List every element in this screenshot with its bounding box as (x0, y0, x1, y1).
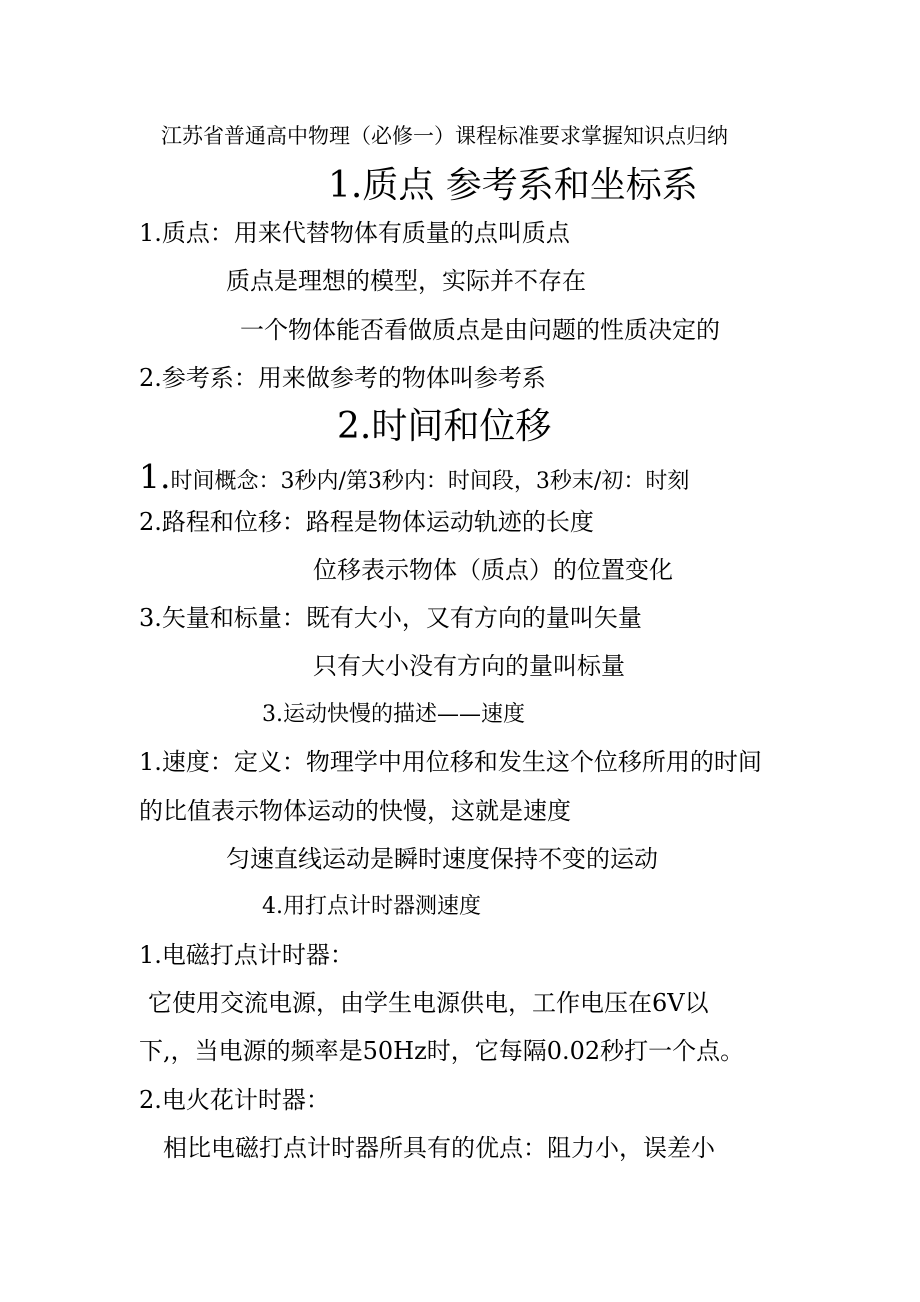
document-title: 江苏省普通高中物理（必修一）课程标准要求掌握知识点归纳 (161, 124, 728, 148)
text-line: 2.电火花计时器： (139, 1086, 330, 1114)
text-line: 1.质点：用来代替物体有质量的点叫质点 (139, 219, 570, 247)
text-line: 1.速度：定义：物理学中用位移和发生这个位移所用的时间 (139, 748, 762, 776)
text-line: 一个物体能否看做质点是由问题的性质决定的 (240, 316, 720, 344)
text-line: 1.电磁打点计时器： (139, 941, 354, 969)
text-line: 相比电磁打点计时器所具有的优点：阻力小，误差小 (163, 1134, 715, 1162)
section-heading-1: 1.质点 参考系和坐标系 (328, 165, 698, 206)
text-line: 匀速直线运动是瞬时速度保持不变的运动 (226, 845, 658, 873)
text-line: 2.路程和位移：路程是物体运动轨迹的长度 (139, 508, 594, 536)
section-heading-3: 3.运动快慢的描述——速度 (262, 702, 525, 727)
text-line: 质点是理想的模型，实际并不存在 (226, 267, 586, 295)
section-heading-2: 2.时间和位移 (337, 406, 552, 447)
text-line: 它使用交流电源，由学生电源供电，工作电压在6V以 (148, 989, 709, 1017)
text-line: 1.时间概念：3秒内/第3秒内：时间段，3秒末/初：时刻 (139, 457, 690, 496)
line-number: 1. (139, 457, 171, 496)
text-line: 3.矢量和标量：既有大小，又有方向的量叫矢量 (139, 604, 642, 632)
text-line: 的比值表示物体运动的快慢，这就是速度 (139, 797, 571, 825)
text-line: 位移表示物体（质点）的位置变化 (313, 556, 673, 584)
text-line: 2.参考系：用来做参考的物体叫参考系 (139, 364, 546, 392)
text-line: 下,，当电源的频率是50Hz时，它每隔0.02秒打一个点。 (139, 1037, 745, 1065)
section-heading-4: 4.用打点计时器测速度 (262, 894, 481, 919)
text-line: 只有大小没有方向的量叫标量 (313, 652, 625, 680)
